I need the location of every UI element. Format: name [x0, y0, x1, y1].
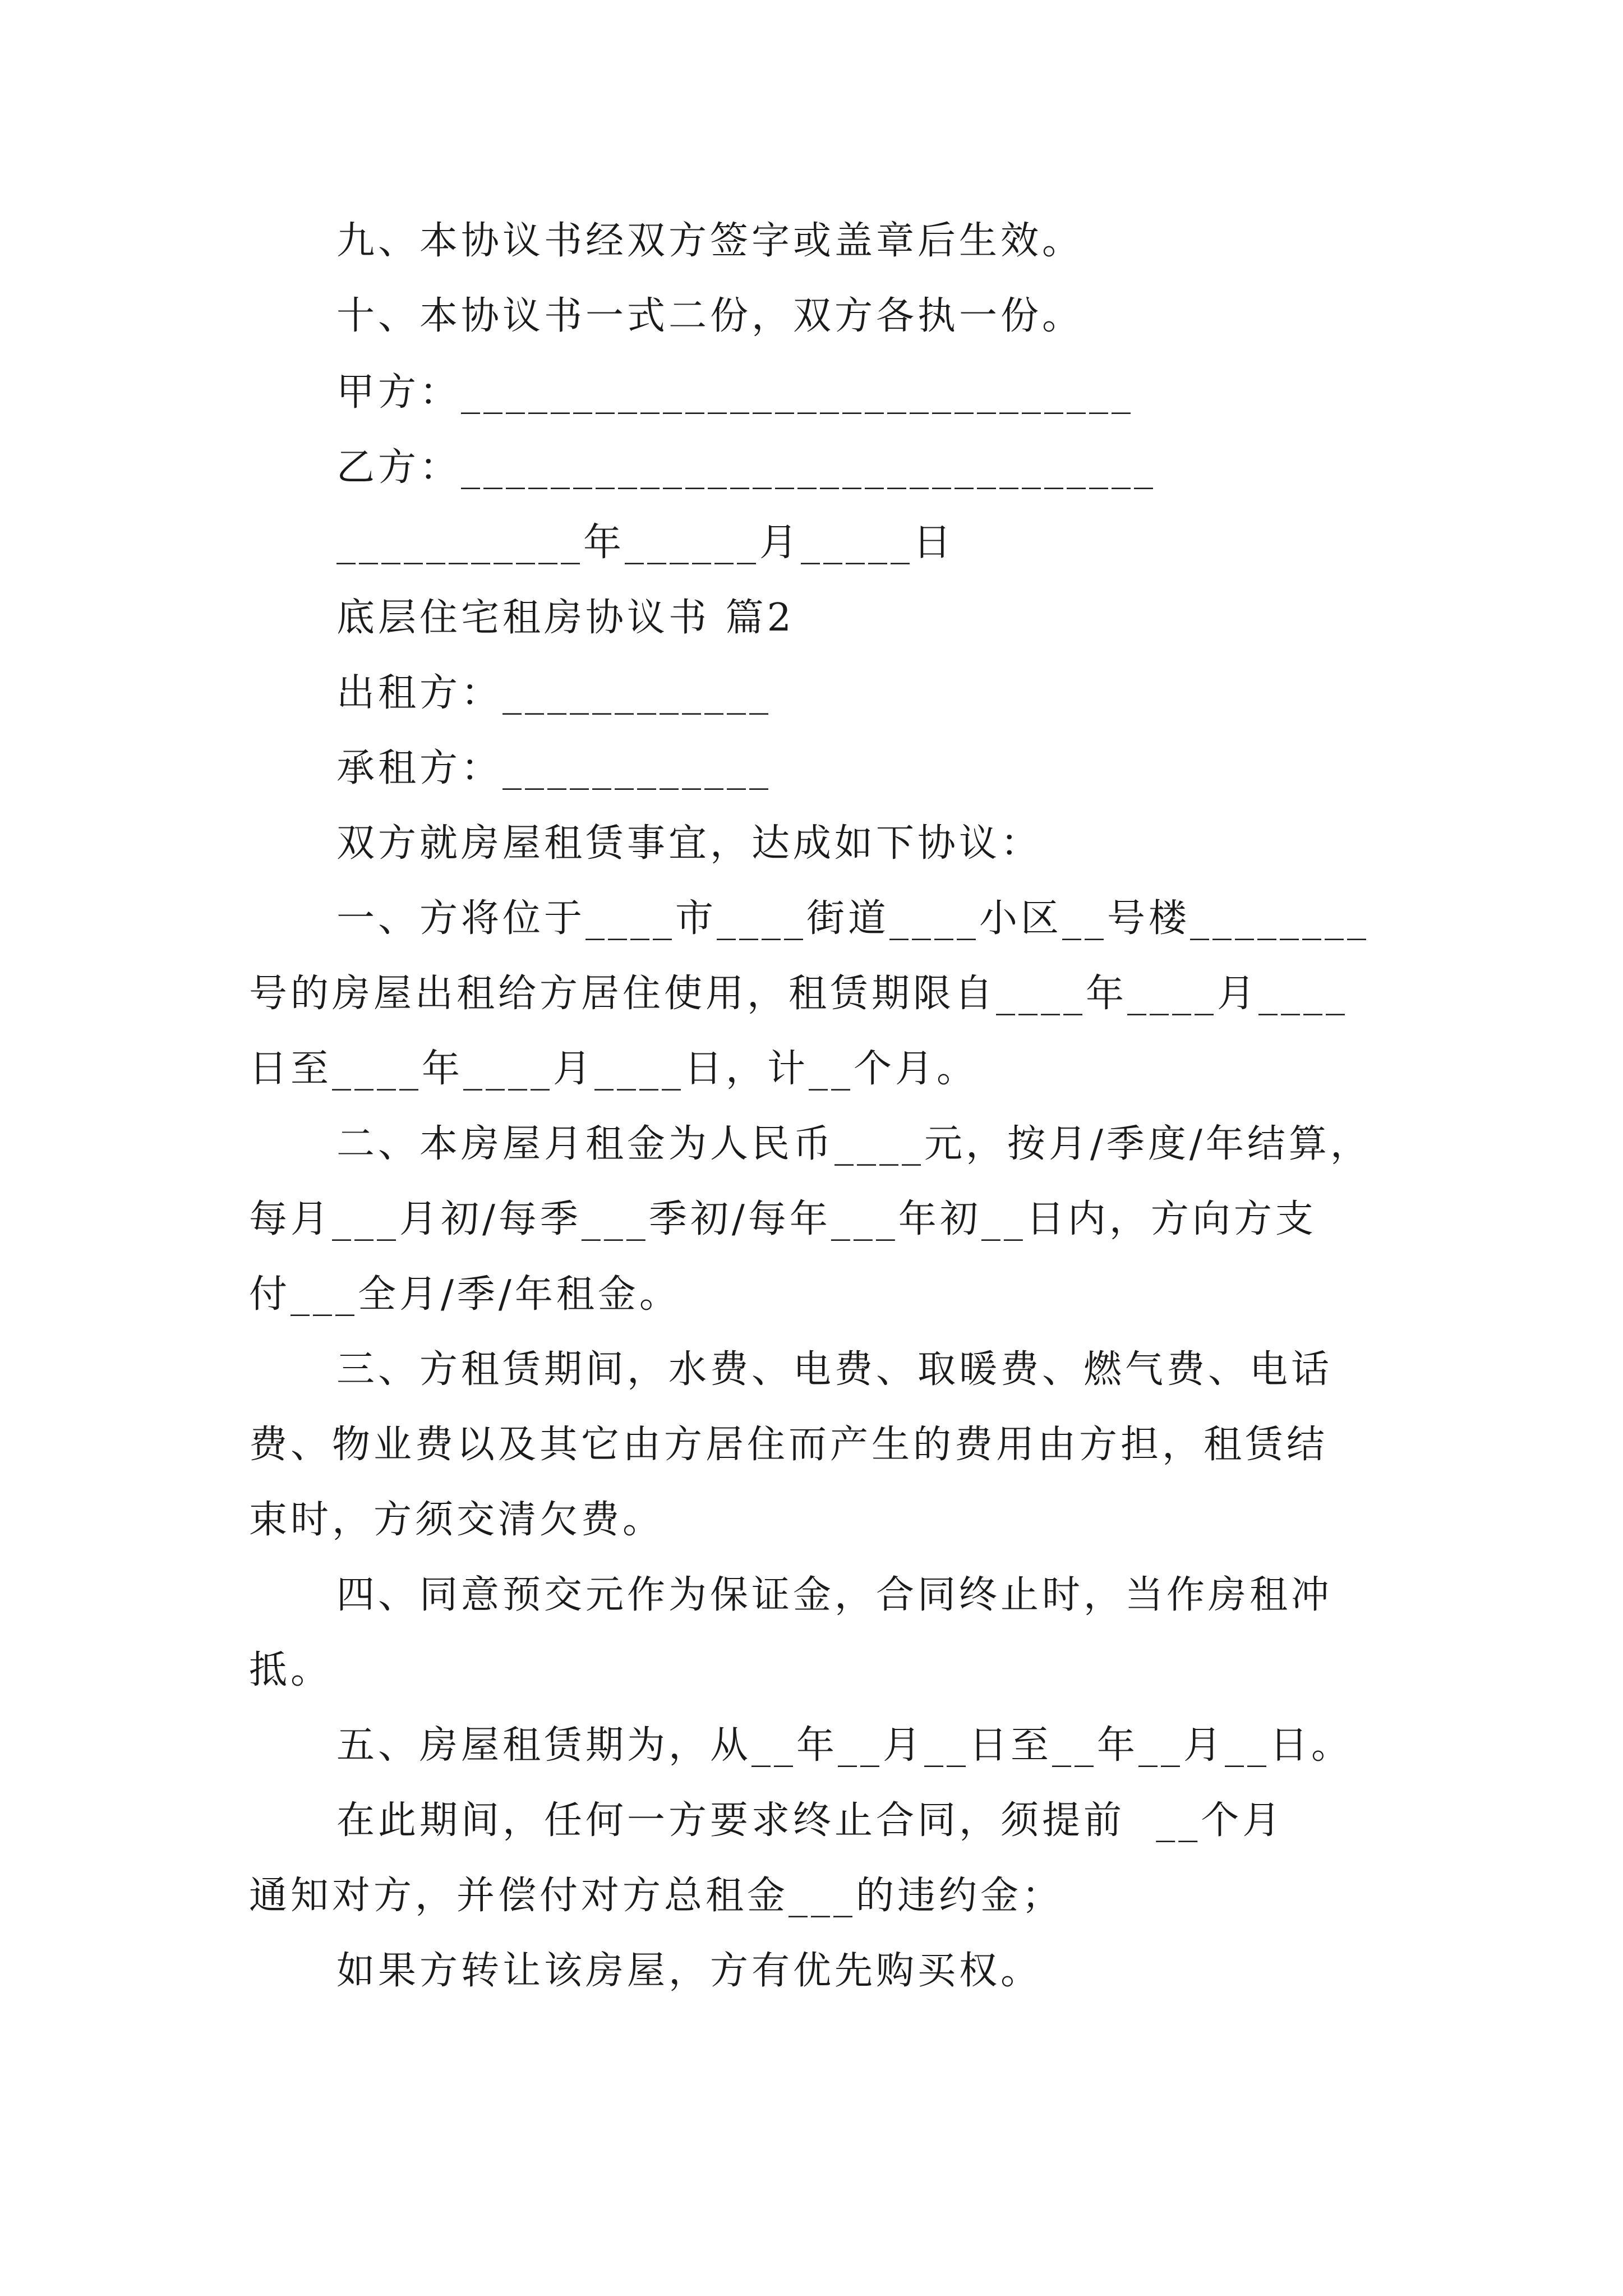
clause-3-line-3: 束时，方须交清欠费。 — [249, 1498, 665, 1542]
date-line: ___________年______月_____日 — [336, 521, 955, 565]
clause-2-line-1: 二、本房屋月租金为人民币____元，按月/季度/年结算， — [336, 1122, 1372, 1166]
intro-paragraph: 双方就房屋租赁事宜，达成如下协议： — [336, 821, 1043, 866]
party-b-signature-line: 乙方：_______________________________ — [336, 445, 1157, 490]
clause-5: 五、房屋租赁期为，从__年__月__日至__年__月__日。 — [336, 1723, 1353, 1768]
clause-2-line-3: 付___全月/季/年租金。 — [249, 1272, 681, 1317]
lessee-line: 承租方：____________ — [336, 746, 772, 790]
clause-4-line-2: 抵。 — [249, 1648, 333, 1692]
clause-3-line-1: 三、方租赁期间，水费、电费、取暖费、燃气费、电话 — [336, 1347, 1333, 1392]
termination-line-1: 在此期间，任何一方要求终止合同，须提前 __个月 — [336, 1798, 1284, 1843]
clause-9: 九、本协议书经双方签字或盖章后生效。 — [336, 219, 1084, 263]
clause-3-line-2: 费、物业费以及其它由方居住而产生的费用由方担，租赁结 — [249, 1423, 1329, 1467]
clause-2-line-2: 每月___月初/每季___季初/每年___年初__日内，方向方支 — [249, 1197, 1317, 1241]
section-title: 底层住宅租房协议书 篇2 — [336, 596, 795, 640]
clause-1-line-3: 日至____年____月____日，计__个月。 — [249, 1047, 979, 1091]
clause-4-line-1: 四、同意预交元作为保证金，合同终止时，当作房租冲 — [336, 1573, 1333, 1617]
lessor-line: 出租方：____________ — [336, 671, 772, 715]
clause-1-line-2: 号的房屋出租给方居住使用，租赁期限自____年____月____ — [249, 972, 1349, 1016]
clause-10: 十、本协议书一式二份，双方各执一份。 — [336, 294, 1084, 338]
transfer-clause: 如果方转让该房屋，方有优先购买权。 — [336, 1949, 1043, 1993]
clause-1-line-1: 一、方将位于____市____街道____小区__号楼________ — [336, 896, 1370, 941]
termination-line-2: 通知对方，并偿付对方总租金___的违约金； — [249, 1874, 1064, 1918]
party-a-signature-line: 甲方：______________________________ — [336, 370, 1135, 415]
